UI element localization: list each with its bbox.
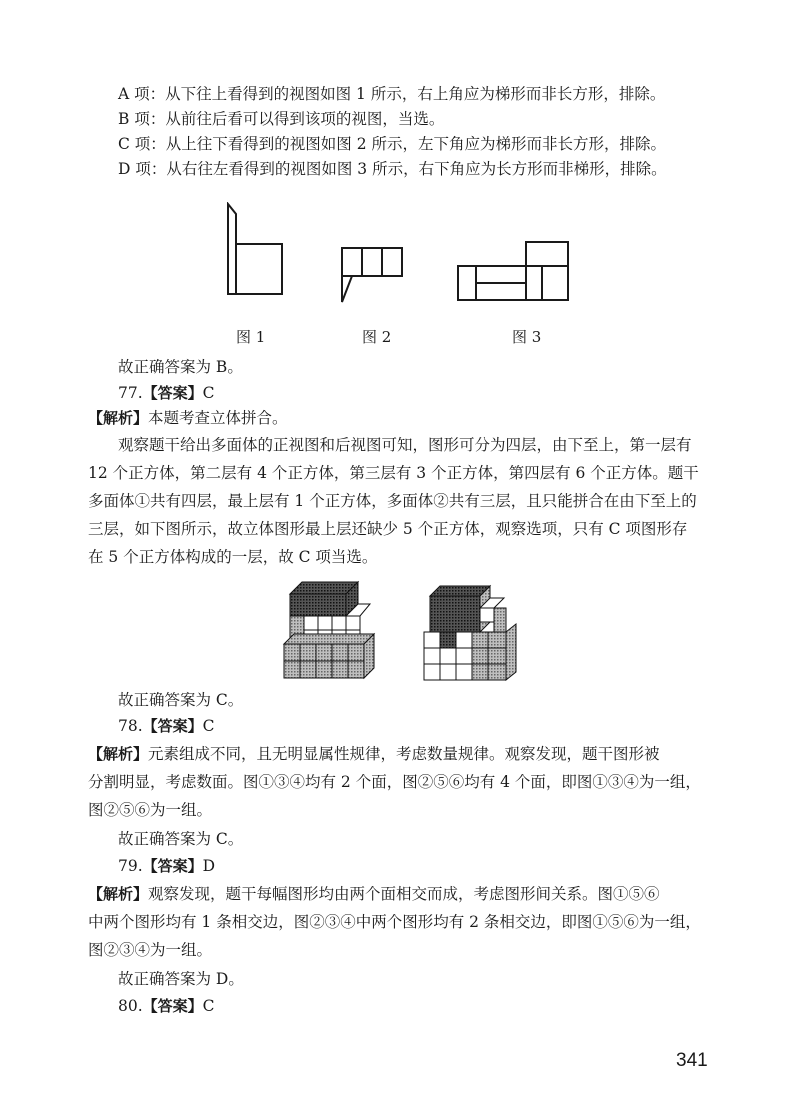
- answer-value: D: [202, 857, 216, 875]
- view-figure-2: [332, 246, 408, 306]
- q77-conclusion: 故正确答案为 C。: [118, 691, 244, 709]
- q79-analysis-first: [88, 884, 660, 904]
- analysis-text: 本题考查立体拼合。: [148, 409, 288, 427]
- q77-analysis-line: 在 5 个正方体构成的一层，故 C 项当选。: [88, 548, 378, 566]
- question-number: 77.: [118, 384, 143, 402]
- analysis-tag: 【解析】: [88, 409, 149, 427]
- q78-analysis-first: [88, 744, 660, 764]
- q79-analysis-line: 图②③④为一组。: [88, 941, 213, 959]
- view-figure-3: [454, 240, 574, 304]
- answer-value: C: [202, 997, 215, 1015]
- option-c-analysis: C 项：从上往下看得到的视图如图 2 所示，左下角应为梯形而非长方形，排除。: [118, 135, 667, 153]
- q76-conclusion: 故正确答案为 B。: [118, 358, 243, 376]
- q80-answer-line: [118, 996, 215, 1016]
- q79-answer-line: [118, 856, 215, 876]
- q77-analysis-line: 多面体①共有四层，最上层有 1 个正方体，多面体②共有三层，且只能拼合在由下至上的: [88, 492, 697, 510]
- q78-analysis-line: 分割明显，考虑数面。图①③④均有 2 个面，图②⑤⑥均有 4 个面，即图①③④为一组，: [88, 773, 701, 791]
- q79-analysis-line: 中两个图形均有 1 条相交边，图②③④中两个图形均有 2 条相交边，即图①⑤⑥为一组，: [88, 913, 701, 931]
- q78-answer-line: [118, 716, 215, 736]
- q78-analysis-line: 图②⑤⑥为一组。: [88, 801, 213, 819]
- view-figure-1: [222, 202, 288, 298]
- answer-tag: 【答案】: [142, 384, 203, 402]
- answer-tag: 【答案】: [142, 997, 203, 1015]
- analysis-tag: 【解析】: [88, 885, 149, 903]
- q79-conclusion: 故正确答案为 D。: [118, 970, 244, 988]
- figure-3-caption: 图 3: [512, 328, 542, 346]
- analysis-text: 观察发现，题干每幅图形均由两个面相交而成，考虑图形间关系。图①⑤⑥: [148, 885, 660, 903]
- figure-2-caption: 图 2: [362, 328, 392, 346]
- answer-value: C: [202, 717, 215, 735]
- question-number: 79.: [118, 857, 143, 875]
- analysis-text: 元素组成不同，且无明显属性规律，考虑数量规律。观察发现，题干图形被: [148, 745, 660, 763]
- option-d-analysis: D 项：从右往左看得到的视图如图 3 所示，右下角应为长方形而非梯形，排除。: [118, 160, 667, 178]
- option-b-analysis: B 项：从前往后看可以得到该项的视图，当选。: [118, 110, 445, 128]
- answer-tag: 【答案】: [142, 857, 203, 875]
- question-number: 80.: [118, 997, 143, 1015]
- q77-analysis-line: 12 个正方体，第二层有 4 个正方体，第三层有 3 个正方体，第四层有 6 个正方体。题干: [88, 464, 699, 482]
- answer-value: C: [202, 384, 215, 402]
- answer-tag: 【答案】: [142, 717, 203, 735]
- analysis-tag: 【解析】: [88, 745, 149, 763]
- option-a-analysis: A 项：从下往上看得到的视图如图 1 所示，右上角应为梯形而非长方形，排除。: [118, 85, 666, 103]
- page-number: 341: [676, 1050, 708, 1071]
- cube-assembly-figure-left: [282, 578, 388, 684]
- q77-analysis-line: 观察题干给出多面体的正视图和后视图可知，图形可分为四层，由下至上，第一层有: [118, 436, 692, 454]
- question-number: 78.: [118, 717, 143, 735]
- q77-analysis-first: [88, 408, 288, 428]
- q77-analysis-line: 三层，如下图所示，故立体图形最上层还缺少 5 个正方体，观察选项，只有 C 项图形存: [88, 520, 688, 538]
- cube-assembly-figure-right: [416, 584, 520, 684]
- figure-1-caption: 图 1: [236, 328, 266, 346]
- q77-answer-line: [118, 383, 215, 403]
- q78-conclusion: 故正确答案为 C。: [118, 830, 244, 848]
